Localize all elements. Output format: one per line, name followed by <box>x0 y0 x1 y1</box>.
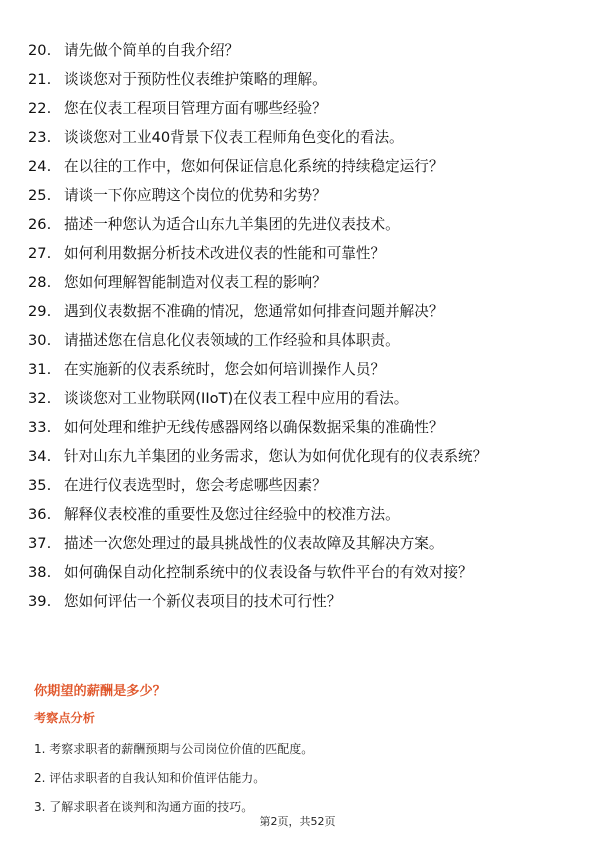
question-item <box>28 152 573 181</box>
question-number: 34. <box>28 448 52 465</box>
question-number: 28. <box>28 274 52 291</box>
question-list <box>28 36 573 616</box>
question-item <box>28 500 573 529</box>
question-item <box>28 65 573 94</box>
section-heading: 你期望的薪酬是多少？ <box>34 684 166 699</box>
question-item <box>28 558 573 587</box>
question-number: 33. <box>28 419 52 436</box>
question-text: 请谈一下你应聘这个岗位的优势和劣势？ <box>64 187 327 204</box>
question-number: 25. <box>28 187 52 204</box>
question-text: 如何处理和维护无线传感器网络以确保数据采集的准确性？ <box>64 419 444 436</box>
question-text: 在进行仪表选型时，您会考虑哪些因素？ <box>64 477 327 494</box>
question-text: 请描述您在信息化仪表领域的工作经验和具体职责。 <box>64 332 400 349</box>
question-item <box>28 355 573 384</box>
question-number: 36. <box>28 506 52 523</box>
question-number: 30. <box>28 332 52 349</box>
question-item <box>28 297 573 326</box>
question-text: 在实施新的仪表系统时，您会如何培训操作人员？ <box>64 361 386 378</box>
question-number: 29. <box>28 303 52 320</box>
question-item <box>28 587 573 616</box>
question-text: 请先做个简单的自我介绍？ <box>64 42 240 59</box>
question-item <box>28 181 573 210</box>
question-item <box>28 94 573 123</box>
question-number: 39. <box>28 593 52 610</box>
question-text: 您在仪表工程项目管理方面有哪些经验？ <box>64 100 327 117</box>
question-number: 21. <box>28 71 52 88</box>
question-item <box>28 413 573 442</box>
question-text: 谈谈您对工业物联网(IIoT)在仪表工程中应用的看法。 <box>64 390 409 407</box>
question-text: 遇到仪表数据不准确的情况，您通常如何排查问题并解决？ <box>64 303 444 320</box>
question-number: 32. <box>28 390 52 407</box>
question-text: 谈谈您对工业40背景下仪表工程师角色变化的看法。 <box>64 129 404 146</box>
question-item <box>28 442 573 471</box>
question-text: 解释仪表校准的重要性及您过往经验中的校准方法。 <box>64 506 400 523</box>
question-text: 如何利用数据分析技术改进仪表的性能和可靠性？ <box>64 245 386 262</box>
question-item <box>28 471 573 500</box>
question-item <box>28 529 573 558</box>
question-item <box>28 36 573 65</box>
question-item <box>28 326 573 355</box>
analysis-subheading: 考察点分析 <box>34 711 95 725</box>
question-item <box>28 239 573 268</box>
question-item <box>28 384 573 413</box>
analysis-point: 1. 考察求职者的薪酬预期与公司岗位价值的匹配度。 <box>34 742 314 756</box>
question-item <box>28 268 573 297</box>
question-item <box>28 210 573 239</box>
question-number: 38. <box>28 564 52 581</box>
question-text: 描述一次您处理过的最具挑战性的仪表故障及其解决方案。 <box>64 535 444 552</box>
question-item <box>28 123 573 152</box>
analysis-point: 2. 评估求职者的自我认知和价值评估能力。 <box>34 771 266 785</box>
question-text: 在以往的工作中，您如何保证信息化系统的持续稳定运行？ <box>64 158 444 175</box>
analysis-point: 3. 了解求职者在谈判和沟通方面的技巧。 <box>34 800 254 814</box>
question-text: 如何确保自动化控制系统中的仪表设备与软件平台的有效对接？ <box>64 564 473 581</box>
page-footer: 第2页，共52页 <box>259 815 336 828</box>
question-number: 20. <box>28 42 52 59</box>
question-text: 针对山东九羊集团的业务需求，您认为如何优化现有的仪表系统？ <box>64 448 488 465</box>
question-number: 24. <box>28 158 52 175</box>
question-number: 31. <box>28 361 52 378</box>
question-number: 37. <box>28 535 52 552</box>
question-number: 23. <box>28 129 52 146</box>
question-number: 26. <box>28 216 52 233</box>
analysis-points <box>34 735 564 822</box>
question-text: 您如何理解智能制造对仪表工程的影响？ <box>64 274 327 291</box>
question-number: 27. <box>28 245 52 262</box>
question-text: 您如何评估一个新仪表项目的技术可行性？ <box>64 593 342 610</box>
question-number: 35. <box>28 477 52 494</box>
question-text: 谈谈您对于预防性仪表维护策略的理解。 <box>64 71 327 88</box>
question-number: 22. <box>28 100 52 117</box>
question-text: 描述一种您认为适合山东九羊集团的先进仪表技术。 <box>64 216 400 233</box>
